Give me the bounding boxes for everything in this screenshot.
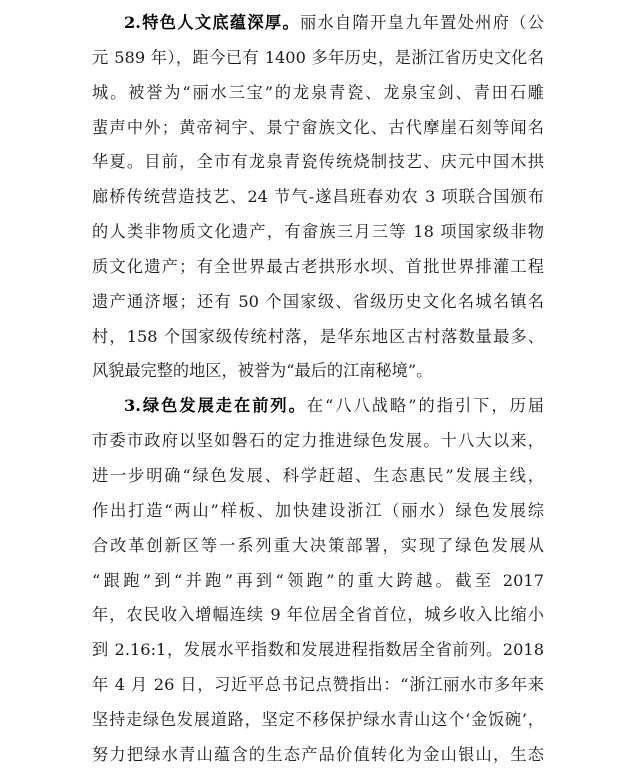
document-page [92,6,544,773]
paragraph-line: 年，农民收入增幅连续 9 年位居全省首位，城乡收入比缩小 [92,605,544,625]
paragraph-line: 合改革创新区等一系列重大决策部署，实现了绿色发展从 [92,535,544,555]
paragraph-line: 风貌最完整的地区，被誉为“最后的江南秘境”。 [92,361,433,381]
section-heading: 2.特色人文底蕴深厚。 [124,13,300,32]
paragraph-line: 城。被誉为“丽水三宝”的龙泉青瓷、龙泉宝剑、青田石雕 [92,82,544,102]
paragraph-line: 质文化遗产；有全世界最古老拱形水坝、首批世界排灌工程 [92,256,544,276]
paragraph-line: 市委市政府以坚如磐石的定力推进绿色发展。十八大以来， [92,431,544,451]
section-cultural-heritage [92,6,544,389]
paragraph-text: 丽水自隋开皇九年置处州府（公 [299,13,544,32]
paragraph-line: 村，158 个国家级传统村落，是华东地区古村落数量最多、 [92,326,544,346]
paragraph-line [92,6,544,41]
paragraph-line: 元 589 年），距今已有 1400 多年历史，是浙江省历史文化名 [92,47,544,67]
paragraph-line: 努力把绿水青山蕴含的生态产品价值转化为金山银山，生态 [92,744,544,764]
paragraph-line: “跟跑”到“并跑”再到“领跑”的重大跨越。截至 2017 [92,570,544,590]
paragraph-line: 遗产通济堰；还有 50 个国家级、省级历史文化名城名镇名 [92,291,544,311]
paragraph-line: 到 2.16:1，发展水平指数和发展进程指数居全省前列。2018 [92,640,544,660]
paragraph-text: 在“八八战略”的指引下，历届 [306,396,544,416]
paragraph-line: 廊桥传统营造技艺、24 节气-遂昌班春劝农 3 项联合国颁布 [92,187,544,207]
paragraph-line: 进一步明确“绿色发展、科学赶超、生态惠民”发展主线， [92,465,544,485]
paragraph-line: 坚持走绿色发展道路，坚定不移保护绿水青山这个‘金饭碗’， [92,709,544,729]
paragraph-line: 年 4 月 26 日，习近平总书记点赞指出：“浙江丽水市多年来 [92,675,544,695]
section-green-development [92,389,544,772]
paragraph-line [92,389,544,424]
paragraph-line: 华夏。目前，全市有龙泉青瓷传统烧制技艺、庆元中国木拱 [92,152,544,172]
paragraph-line: 作出打造“两山”样板、加快建设浙江（丽水）绿色发展综 [92,500,544,520]
paragraph-line: 的人类非物质文化遗产，有畲族三月三等 18 项国家级非物 [92,222,544,242]
paragraph-line: 蜚声中外；黄帝祠宇、景宁畲族文化、古代摩崖石刻等闻名 [92,117,544,137]
section-heading: 3.绿色发展走在前列。 [124,396,307,416]
